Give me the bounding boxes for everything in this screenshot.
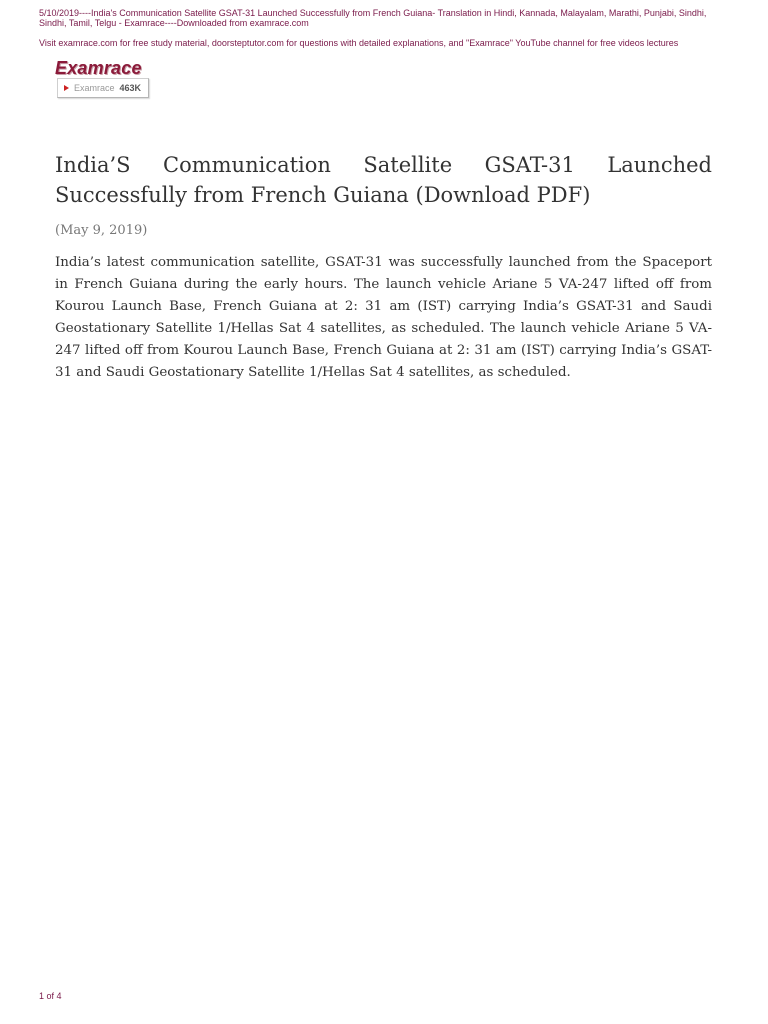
subscriber-count: 463K (119, 83, 142, 93)
logo-text: Examrace (55, 58, 142, 78)
page-number: 1 of 4 (39, 991, 62, 1001)
article-body: India’s latest communication satellite, GSAT-31 was successfully launched from the Spaceport in French Guiana during the early hours. The launch vehicle Ariane 5 VA-247 lifted off from Kourou Launch Base, French Guiana at 2: 31 am (IST) carrying India’s GSAT-31 and Saudi Geostationary Satellite 1/Hellas Sat 4 satellites, as scheduled. The launch vehicle Ariane 5 VA-247 lifted off from Kourou Launch Base, French Guiana at 2: 31 am (IST) carrying India’s GSAT-31 and Saudi Geostationary Satellite 1/Hellas Sat 4 satellites, as scheduled. (55, 255, 712, 380)
article-date: (May 9, 2019) (55, 223, 148, 238)
youtube-channel-name: Examrace (74, 83, 115, 93)
article-title: India’S Communication Satellite GSAT-31 Launched Successfully from French Guiana (Download PDF) (55, 153, 712, 207)
print-header-notice: Visit examrace.com for free study material, doorsteptutor.com for questions with detailed explanations, and "Examrace" YouTube channel for free videos lectures (39, 38, 679, 48)
print-header-title: 5/10/2019----India's Communication Satellite GSAT-31 Launched Successfully from French Guiana- Translation in Hindi, Kannada, Malayalam, Marathi, Punjabi, Sindhi, Sindhi, Tamil, Telgu - Examrace----Downloaded from examrace.com (39, 8, 707, 28)
youtube-subscribe-badge[interactable] (57, 78, 149, 98)
play-icon (64, 85, 69, 91)
examrace-logo[interactable] (55, 58, 142, 79)
article (55, 150, 712, 384)
